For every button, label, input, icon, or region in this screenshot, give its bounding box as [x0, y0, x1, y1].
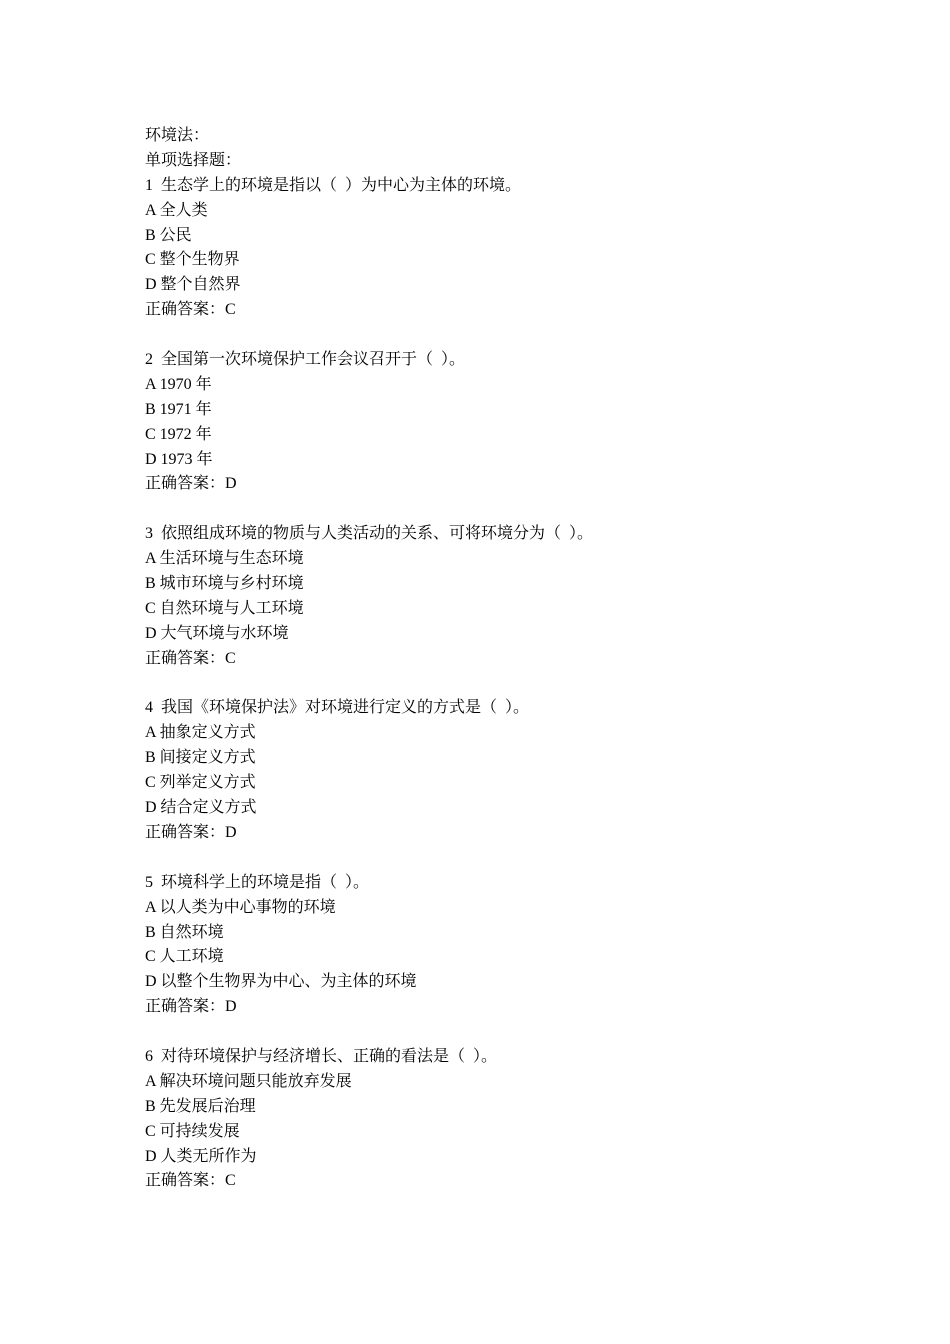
option-d: D 1973 年: [145, 450, 213, 468]
option-c: C 整个生物界: [145, 251, 240, 269]
option-d: D 大气环境与水环境: [145, 624, 289, 642]
option-a: A 解决环境问题只能放弃发展: [145, 1072, 352, 1090]
correct-answer: 正确答案：D: [145, 998, 237, 1016]
document-title: 环境法：: [145, 127, 210, 144]
option-c: C 1972 年: [145, 425, 212, 443]
correct-answer: 正确答案：D: [145, 823, 237, 841]
option-a: A 全人类: [145, 201, 208, 219]
blank-line: [145, 323, 865, 348]
correct-answer: 正确答案：C: [145, 301, 236, 319]
option-b: B 城市环境与乡村环境: [145, 575, 304, 593]
question-block: [145, 696, 865, 845]
question-block: [145, 871, 865, 1020]
question-block: [145, 522, 865, 671]
question-stem: 1 生态学上的环境是指以（ ）为中心为主体的环境。: [145, 176, 522, 194]
question-block: [145, 1045, 865, 1194]
option-a: A 1970 年: [145, 375, 212, 393]
option-d: D 以整个生物界为中心、为主体的环境: [145, 973, 417, 991]
question-stem: 6 对待环境保护与经济增长、正确的看法是（ ）。: [145, 1047, 498, 1065]
question-block: [145, 174, 865, 323]
question-block: [145, 348, 865, 497]
option-c: C 可持续发展: [145, 1122, 240, 1140]
option-b: B 先发展后治理: [145, 1097, 256, 1115]
option-c: C 人工环境: [145, 948, 224, 966]
option-c: C 自然环境与人工环境: [145, 599, 304, 617]
option-b: B 1971 年: [145, 400, 212, 418]
blank-line: [145, 1020, 865, 1045]
option-b: B 间接定义方式: [145, 749, 256, 767]
blank-line: [145, 497, 865, 522]
option-d: D 人类无所作为: [145, 1147, 257, 1165]
document-page: [145, 124, 865, 1194]
option-d: D 结合定义方式: [145, 799, 257, 817]
question-stem: 2 全国第一次环境保护工作会议召开于（ ）。: [145, 351, 466, 369]
option-b: B 公民: [145, 226, 192, 244]
section-heading: 单项选择题：: [145, 151, 242, 169]
correct-answer: 正确答案：D: [145, 475, 237, 493]
option-a: A 以人类为中心事物的环境: [145, 898, 336, 916]
correct-answer: 正确答案：C: [145, 649, 236, 667]
correct-answer: 正确答案：C: [145, 1172, 236, 1190]
option-b: B 自然环境: [145, 923, 224, 941]
option-d: D 整个自然界: [145, 276, 241, 294]
option-a: A 抽象定义方式: [145, 724, 256, 742]
blank-line: [145, 672, 865, 697]
option-a: A 生活环境与生态环境: [145, 550, 304, 568]
question-stem: 3 依照组成环境的物质与人类活动的关系、可将环境分为（ ）。: [145, 525, 594, 543]
question-stem: 5 环境科学上的环境是指（ ）。: [145, 873, 370, 891]
question-stem: 4 我国《环境保护法》对环境进行定义的方式是（ ）。: [145, 699, 530, 717]
option-c: C 列举定义方式: [145, 774, 256, 792]
blank-line: [145, 846, 865, 871]
